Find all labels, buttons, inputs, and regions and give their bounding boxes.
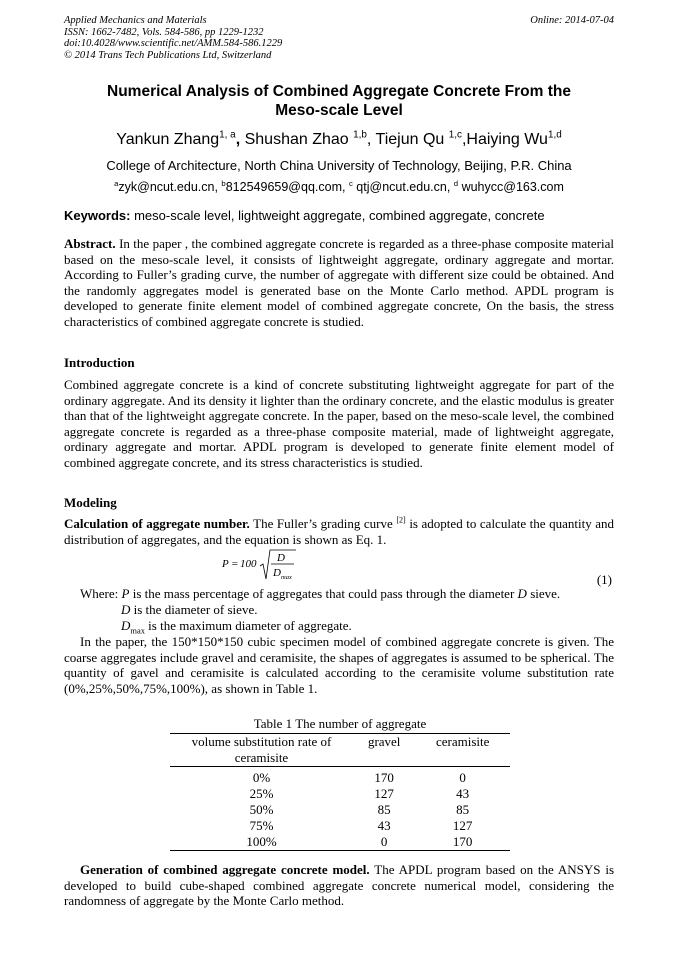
svg-text:P: P: [222, 558, 229, 570]
email-link[interactable]: wuhycc@163.com: [461, 180, 564, 194]
copyright: © 2014 Trans Tech Publications Ltd, Switzerland: [64, 49, 272, 61]
author-list: Yankun Zhang$^{1, a}$, Shushan Zhao $^{1,b}$, Tiejun Qu $^{1,c}$,Haiying Wu$^{1,d}$: [116, 129, 562, 148]
generation-label: Generation of combined aggregate concrete model.: [80, 862, 370, 877]
abstract-label: Abstract.: [64, 236, 116, 251]
modeling-heading: Modeling: [64, 495, 117, 510]
aggregate-table: [170, 733, 510, 851]
issn: ISSN: 1662-7482, Vols. 584-586, pp 1229-1232: [64, 26, 264, 38]
keywords: [64, 208, 614, 223]
online-date: Online: 2014-07-04: [530, 15, 614, 26]
email-link[interactable]: 812549659@qq.com: [225, 180, 342, 194]
table-title: Table 1 The number of aggregate: [253, 716, 427, 731]
journal-name: Applied Mechanics and Materials: [64, 15, 207, 26]
equation-number: (1): [596, 572, 612, 587]
keywords-text: meso-scale level, lightweight aggregate, combined aggregate, concrete: [134, 208, 545, 223]
generation-paragraph: Generation of combined aggregate concrete model. The APDL program based on the ANSYS is developed to build cube-shaped combined aggregate concrete numerical model, considering the randomness of aggregate by the Monte Carlo method.: [64, 862, 615, 908]
table-row: 25% 127 43: [249, 786, 470, 801]
table-1: [170, 716, 510, 851]
author-name: Yankun Zhang: [116, 131, 220, 148]
table-row: 75% 43 127: [249, 818, 473, 833]
table-header: ceramisite: [415, 734, 510, 767]
abstract: [64, 236, 614, 329]
equation-svg: [220, 548, 330, 584]
table-row: 0% 170 0: [252, 770, 466, 785]
author-name: Haiying Wu: [466, 131, 548, 148]
calc-paragraph: Calculation of aggregate number. The Fuller’s grading curve [2] is adopted to calculate the quantity and distribution of aggregates, and the equation is shown as Eq. 1.: [64, 515, 615, 547]
table-header: volume substitution rate of ceramisite: [170, 734, 353, 767]
email-link[interactable]: qtj@ncut.edu.cn: [356, 180, 447, 194]
citation: [2]: [396, 515, 406, 525]
email-list: $^a$zyk@ncut.edu.cn, $^b$812549659@qq.com, $^c$ qtj@ncut.edu.cn, $^d$ wuhycc@163.com: [114, 178, 564, 194]
author-name: Tiejun Qu: [375, 131, 445, 148]
def-dmax: $D_{max}$ is the maximum diameter of aggregate.: [121, 618, 352, 636]
svg-text:D: D: [273, 567, 281, 579]
table-row: 50% 85 85: [249, 802, 470, 817]
calc-label: Calculation of aggregate number.: [64, 516, 250, 531]
svg-text:100: 100: [240, 558, 257, 570]
introduction-text: Combined aggregate concrete is a kind of concrete substituting lightweight aggregate for part of the ordinary aggregate. And its density it lighter than the ordinary concrete, and the elastic modulus is greater than that of the lightweight aggregate concrete. In the paper, based on the meso-scale level, the combined aggregate concrete is regarded as a three-phase composite material, made of lightweight aggregate, ordinary aggregate and mortar. APDL program is developed to generate finite element model of combined aggregate concrete, and its stress characteristics is studied.: [64, 377, 614, 470]
svg-text:=: =: [231, 558, 239, 570]
introduction-heading: Introduction: [64, 355, 135, 370]
table-header: gravel: [353, 734, 415, 767]
doi: doi:10.4028/www.scientific.net/AMM.584-586.1229: [64, 38, 283, 49]
abstract-text: In the paper , the combined aggregate concrete is regarded as a three-phase composite material based on the meso-scale level, it consists of lightweight aggregate, ordinary aggregate and mortar. According to Fuller’s grading curve, the number of aggregate with different size could be obtained. And the randomly aggregates model is generated base on the Monte Carlo method. APDL program is developed to generate finite element model of combined aggregate concrete, On the basis, the stress characteristics of combined aggregate concrete is studied.: [64, 236, 615, 329]
keywords-label: Keywords:: [64, 208, 131, 223]
svg-text:D: D: [277, 552, 285, 564]
table-row: 100% 0 170: [170, 834, 510, 851]
specimen-paragraph: In the paper, the 150*150*150 cubic specimen model of combined aggregate concrete is given. The coarse aggregates include gravel and ceramisite, the shapes of aggregates is assumed to be spherical. The quantity of gavel and ceramisite is calculated according to the ceramisite volume substitution rate (0%,25%,50%,75%,100%), as shown in Table 1.: [64, 634, 614, 696]
email-link[interactable]: zyk@ncut.edu.cn: [118, 180, 215, 194]
where-line: Where: P is the mass percentage of aggregates that could pass through the diameter D sieve.: [80, 586, 561, 601]
affiliation: College of Architecture, North China University of Technology, Beijing, P.R. China: [106, 158, 572, 173]
def-d: D is the diameter of sieve.: [121, 602, 258, 617]
author-name: Shushan Zhao: [244, 131, 349, 148]
svg-text:max: max: [281, 574, 292, 581]
journal-header: [64, 15, 282, 61]
paper-title: Numerical Analysis of Combined Aggregate Concrete From the Meso-scale Level: [107, 83, 571, 119]
equation-1: [220, 548, 330, 587]
